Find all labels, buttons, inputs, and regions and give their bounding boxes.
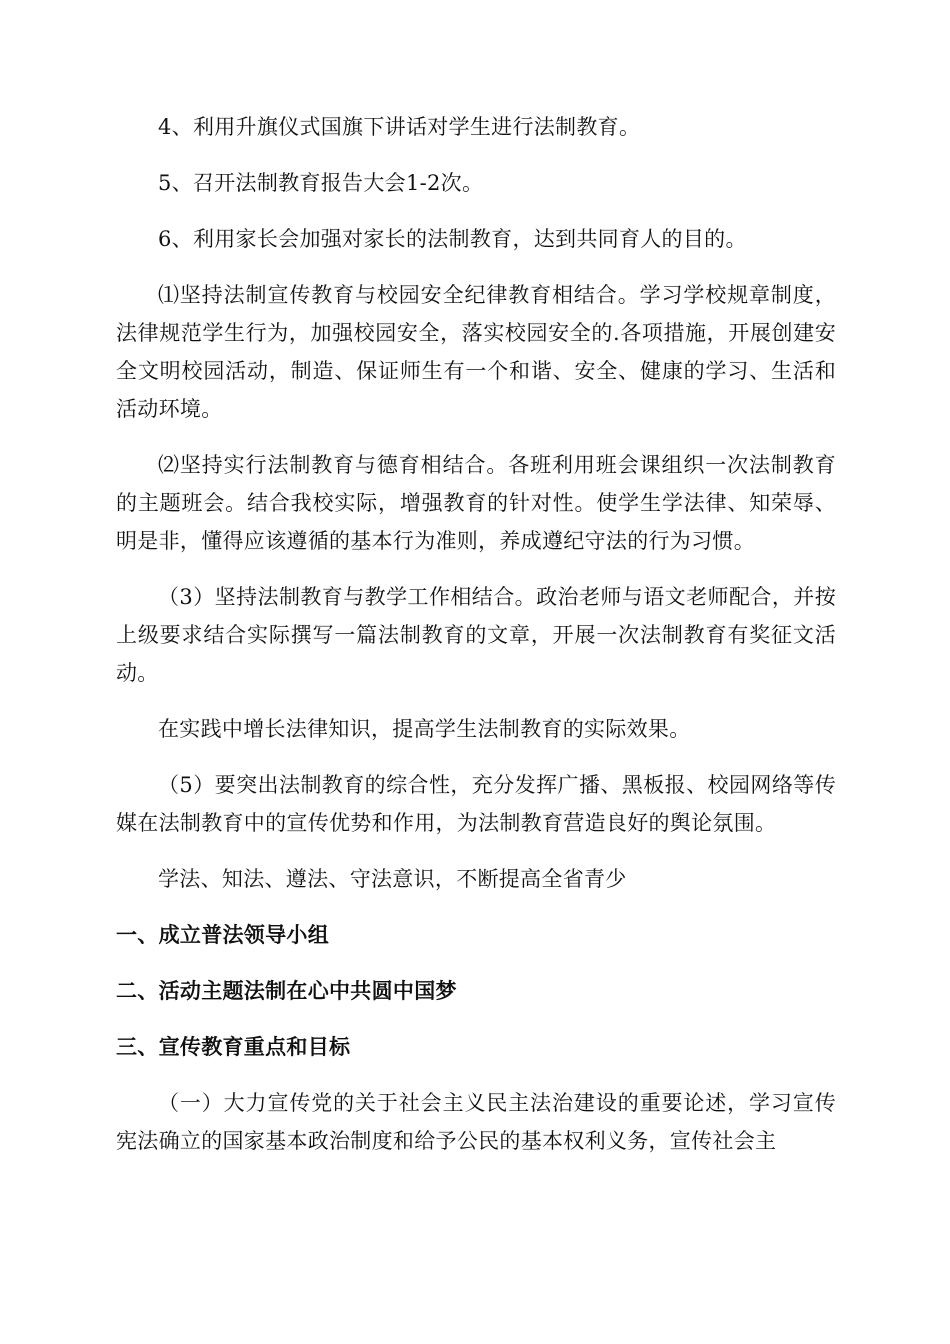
section-heading-3: 三、宣传教育重点和目标 [116,1034,351,1059]
paragraph-awareness: 学法、知法、遵法、守法意识，不断提高全省青少 [158,867,627,891]
section-heading-1: 一、成立普法领导小组 [116,922,329,947]
document-page [116,108,836,1160]
paragraph-item-4: 4、利用升旗仪式国旗下讲话对学生进行法制教育。 [158,115,641,139]
paragraph-practice: 在实践中增长法律知识，提高学生法制教育的实际效果。 [158,717,691,741]
paragraph-point-5: （5）要突出法制教育的综合性，充分发挥广播、黑板报、校园网络等传媒在法制教育中的宣传优势和作用，为法制教育营造良好的舆论氛围。 [116,773,836,835]
paragraph-point-3: （3）坚持法制教育与教学工作相结合。政治老师与语文老师配合，并按上级要求结合实际撰写一篇法制教育的文章，开展一次法制教育有奖征文活动。 [116,585,836,685]
paragraph-item-5: 5、召开法制教育报告大会1-2次。 [158,171,484,195]
paragraph-item-6: 6、利用家长会加强对家长的法制教育，达到共同育人的目的。 [158,227,747,251]
paragraph-point-1: ⑴坚持法制宣传教育与校园安全纪律教育相结合。学习学校规章制度，法律规范学生行为，加强校园安全，落实校园安全的.各项措施，开展创建安全文明校园活动，制造、保证师生有一个和谐、安全、健康的学习、生活和活动环境。 [116,283,836,421]
section-heading-2: 二、活动主题法制在心中共圆中国梦 [116,978,457,1003]
paragraph-subsection-1: （一）大力宣传党的关于社会主义民主法治建设的重要论述，学习宣传宪法确立的国家基本政治制度和给予公民的基本权利义务，宣传社会主 [116,1091,836,1153]
paragraph-point-2: ⑵坚持实行法制教育与德育相结合。各班利用班会课组织一次法制教育的主题班会。结合我校实际，增强教育的针对性。使学生学法律、知荣辱、明是非，懂得应该遵循的基本行为准则，养成遵纪守法的行为习惯。 [116,453,836,553]
